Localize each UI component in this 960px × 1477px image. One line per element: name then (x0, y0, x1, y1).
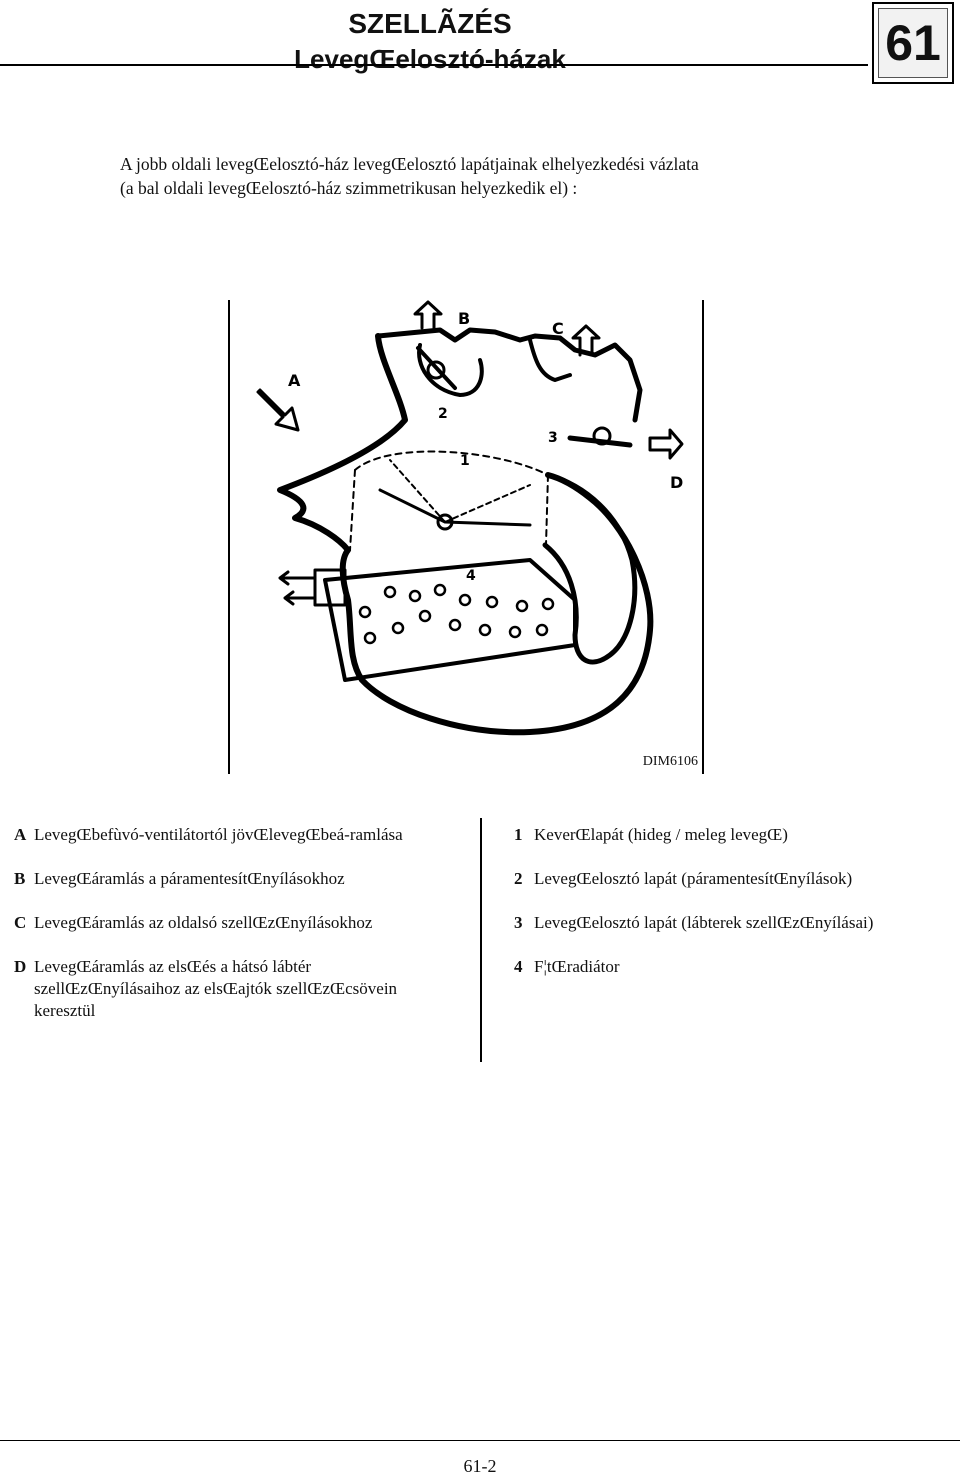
flap-travel-arc (355, 451, 548, 475)
flap-travel-right (546, 475, 548, 545)
column-divider (480, 818, 482, 1062)
label-A: A (288, 371, 301, 390)
footwell-duct (545, 475, 635, 662)
label-B: B (458, 309, 471, 328)
label-3: 3 (548, 430, 558, 446)
legend-key: 3 (514, 913, 523, 932)
legend-key: 2 (514, 869, 523, 888)
legend-text: LevegŒáramlás a páramentesítŒnyílásokhoz (34, 869, 345, 888)
label-2: 2 (438, 406, 448, 422)
label-D: D (670, 473, 684, 492)
label-C: C (552, 319, 564, 338)
legend-text: LevegŒáramlás az oldalsó szellŒzŒnyílásokhoz (34, 913, 373, 932)
heater-core-fins (360, 585, 553, 643)
diagram-drawing (230, 300, 702, 774)
legend-key: B (14, 869, 26, 888)
legend-key: C (14, 913, 27, 932)
side-vent-chamber (530, 340, 570, 380)
legend-item-D (14, 956, 424, 1022)
legend-text: LevegŒelosztó lapát (lábterek szellŒzŒnyílásai) (534, 913, 874, 932)
legend-text: KeverŒlapát (hideg / meleg levegŒ) (534, 825, 788, 844)
footer-rule (0, 1440, 960, 1441)
housing-top (378, 330, 640, 420)
label-1: 1 (460, 453, 470, 469)
legend-text: LevegŒbefùvó-ventilátortól jövŒlevegŒbeá-ramlása (34, 825, 403, 844)
legend-text: F¦tŒradiátor (534, 957, 620, 976)
intro-line-2: (a bal oldali levegŒelosztó-ház szimmetrikusan helyezkedik el) : (120, 178, 578, 198)
legend-key: A (14, 825, 27, 844)
legend-numbers (514, 824, 944, 1000)
page-subtitle: LevegŒelosztó-házak (294, 44, 566, 74)
air-distribution-diagram (228, 300, 704, 774)
mixing-flap-dashed-2 (445, 485, 530, 522)
legend-item-1 (514, 824, 944, 846)
legend-text: LevegŒáramlás az elsŒés a hátsó lábtér szellŒzŒnyílásaihoz az elsŒajtók szellŒzŒcsövein keresztül (34, 957, 398, 1020)
legend-key: 4 (514, 957, 523, 976)
arrow-B (415, 302, 441, 328)
legend-text: LevegŒelosztó lapát (páramentesítŒnyílások) (534, 869, 853, 888)
figure-reference: DIM6106 (642, 754, 698, 769)
arrow-A (258, 390, 298, 430)
legend-key: D (14, 957, 27, 976)
legend-item-4 (514, 956, 944, 978)
page-title: SZELLÃZÉS (348, 8, 512, 39)
page-number: 61-2 (463, 1456, 497, 1476)
arrow-left-2 (285, 592, 315, 604)
label-4: 4 (466, 568, 476, 584)
intro-line-1: A jobb oldali levegŒelosztó-ház levegŒelosztó lapátjainak elhelyezkedési vázlata (120, 154, 699, 174)
flap-travel-left (350, 470, 355, 550)
legend-item-C (14, 912, 424, 934)
chapter-number: 61 (878, 8, 948, 78)
arrow-D (650, 430, 682, 458)
chapter-box (872, 2, 954, 84)
legend-item-B (14, 868, 424, 890)
header-rule (0, 64, 868, 66)
legend-key: 1 (514, 825, 523, 844)
legend-letters (14, 824, 424, 1044)
arrow-left-1 (280, 572, 315, 584)
intro-text (120, 152, 920, 200)
legend-item-2 (514, 868, 944, 890)
legend-item-3 (514, 912, 944, 934)
mixing-flap-dashed-1 (390, 460, 445, 522)
legend-item-A (14, 824, 424, 846)
heater-core (325, 560, 575, 680)
